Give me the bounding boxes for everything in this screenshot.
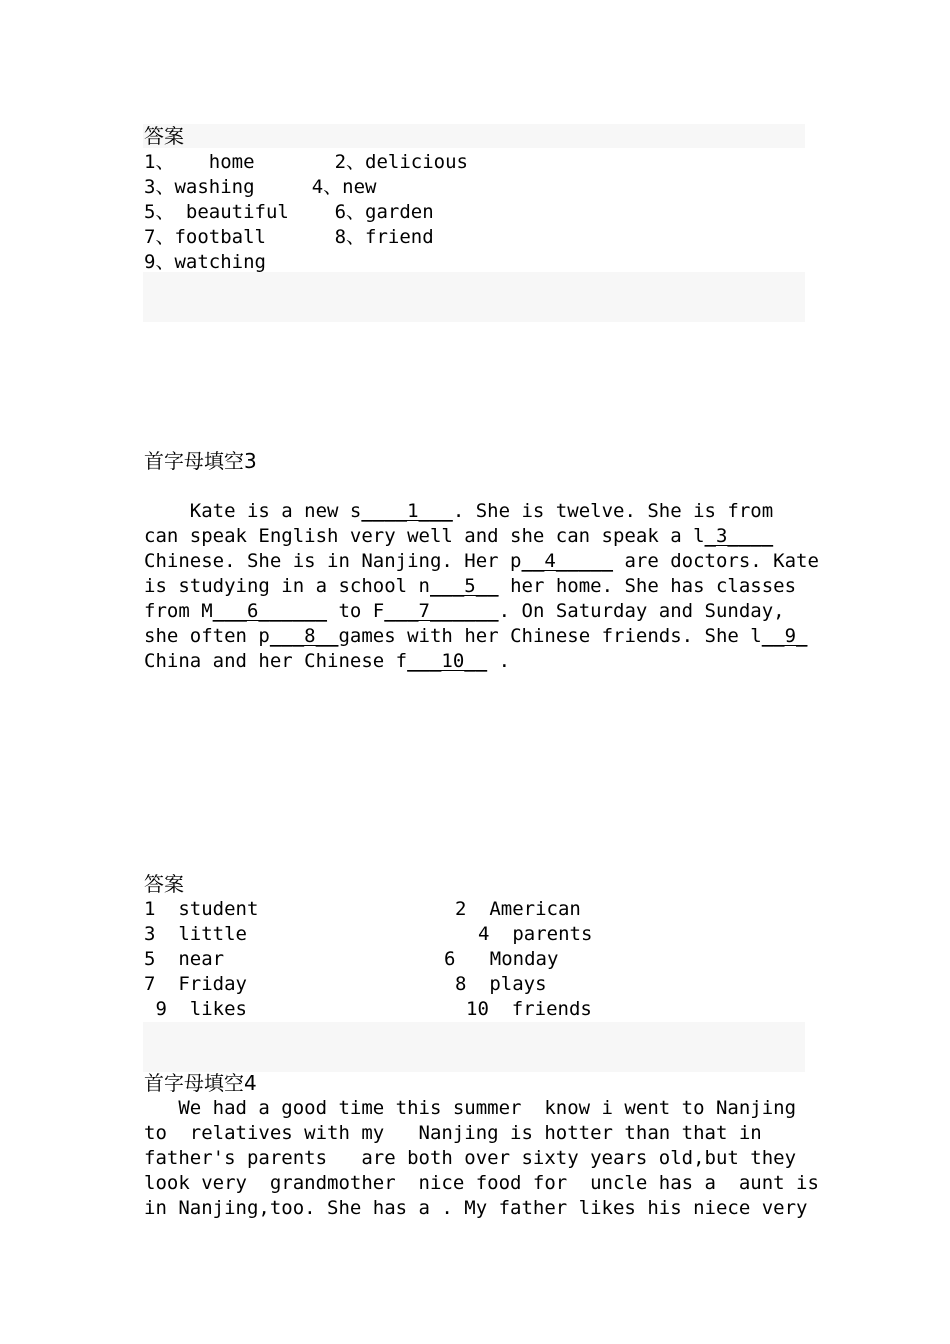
shade-strip-mid (143, 272, 805, 322)
shade-strip-bottom (143, 1022, 805, 1072)
blank-5: ___5__ (429, 575, 499, 597)
blank-8: ___8__ (269, 625, 339, 647)
blank-4: __4_____ (521, 550, 614, 572)
passage-line: father's parents are both over sixty years old,but they (144, 1147, 797, 1169)
passage-line: China and her Chinese f___10__ . (144, 650, 511, 672)
passage-line: can speak English very well and she can speak a l_3____ (144, 525, 774, 547)
exercise-title-3: 首字母填空3 (144, 449, 257, 473)
shade-strip-top (143, 124, 805, 148)
answer-line: 3、washing 4、new (144, 176, 377, 198)
answer-right: 4 parents (478, 923, 593, 945)
blank-3: _3____ (704, 525, 774, 547)
passage-line: We had a good time this summer know i went to Nanjing (144, 1097, 797, 1119)
answer-left: 1 student (144, 898, 259, 920)
passage-line: Chinese. She is in Nanjing. Her p__4_____ are doctors. Kate (144, 550, 819, 572)
passage-line: from M___6______ to F___7______. On Saturday and Sunday, (144, 600, 785, 622)
passage-line: look very grandmother nice food for uncle has a aunt is (144, 1172, 819, 1194)
blank-9: __9_ (761, 625, 808, 647)
answer-title-1: 答案 (144, 124, 184, 148)
answer-left: 5 near (144, 948, 225, 970)
answer-right: 6 Monday (444, 948, 559, 970)
answer-left: 3 little (144, 923, 247, 945)
passage-line: is studying in a school n___5__ her home. She has classes (144, 575, 797, 597)
answer-right: 10 friends (466, 998, 592, 1020)
blank-10: ___10__ (407, 650, 488, 672)
passage-line: to relatives with my Nanjing is hotter than that in (144, 1122, 762, 1144)
blank-1: ____1___ (361, 500, 453, 522)
blank-7: ___7______ (384, 600, 499, 622)
answer-line: 9、watching (144, 251, 266, 273)
answer-line: 7、football 8、friend (144, 226, 434, 248)
answer-title-2: 答案 (144, 872, 184, 896)
blank-6: ___6______ (212, 600, 328, 622)
passage-line: Kate is a new s____1___. She is twelve. She is from (144, 500, 774, 522)
answer-left: 7 Friday (144, 973, 247, 995)
answer-left: 9 likes (144, 998, 247, 1020)
passage-line: in Nanjing,too. She has a . My father likes his niece very (144, 1197, 808, 1219)
answer-right: 8 plays (455, 973, 547, 995)
answer-line: 1、 home 2、delicious (144, 151, 468, 173)
exercise-title-4: 首字母填空4 (144, 1071, 257, 1095)
passage-line: she often p___8__games with her Chinese friends. She l__9_ (144, 625, 808, 647)
answer-right: 2 American (455, 898, 581, 920)
answer-line: 5、 beautiful 6、garden (144, 201, 434, 223)
